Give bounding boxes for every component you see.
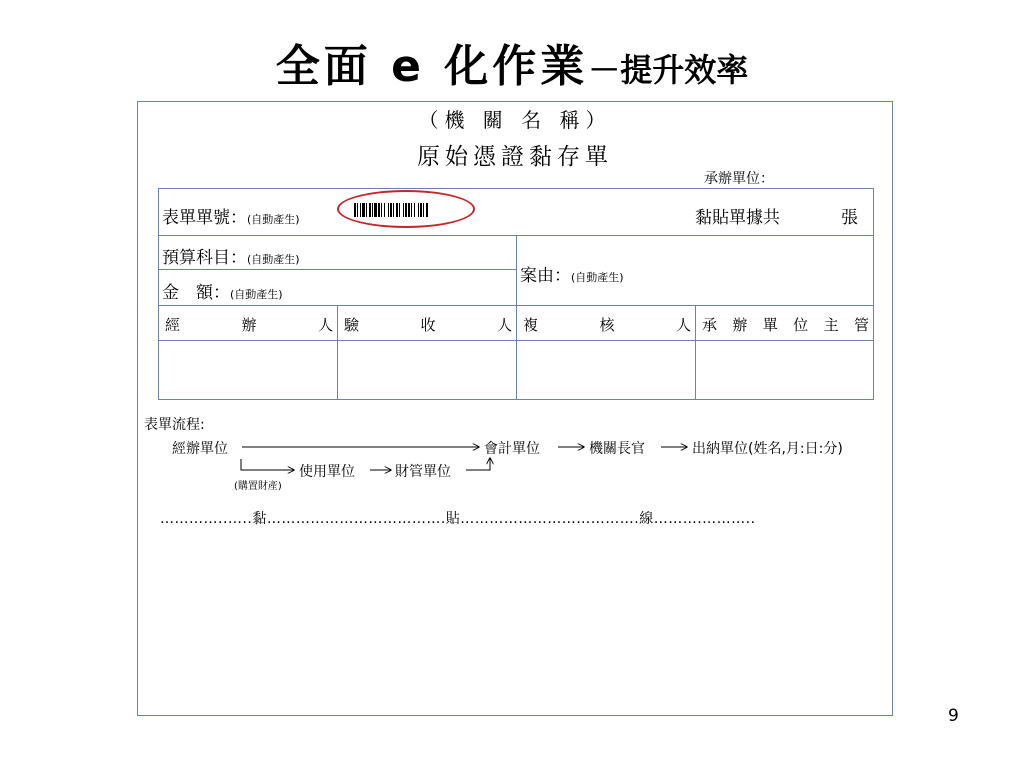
sig-char: 承 [702,316,718,334]
sig-char: 人 [496,316,512,334]
cut-line-char: 線 [639,511,654,527]
flow-agency-head: 機關長官 [589,441,645,457]
flow-cashier-unit: 出納單位(姓名,月:日:分) [692,441,843,457]
sig-char: 人 [675,316,691,334]
cut-line-char: 貼 [445,511,461,527]
sig-char: 收 [420,316,436,334]
sig-char: 位 [793,316,809,334]
reason-label: 案由： [520,266,571,286]
cut-line [160,508,756,528]
slide-title-main: 全面 e 化作業 [275,41,589,92]
sig-char: 單 [762,316,778,334]
flow-purchase-note: (購置財產) [234,481,282,492]
cut-line-dots: ………………………………. [460,511,640,527]
org-name: （機 關 名 稱） [418,108,612,132]
auto-generated-note: (自動產生) [247,253,300,266]
amount-label: 金 額： [162,283,230,303]
flow-label: 表單流程: [144,417,205,433]
cut-line-dots: …………..….. [160,511,253,527]
auto-generated-note: (自動產生) [571,271,624,284]
flow-arrow [466,458,490,470]
sig-char: 主 [823,316,839,334]
voucher-frame [137,101,893,716]
page-number: 9 [948,706,959,726]
budget-item-label: 預算科目： [162,248,247,268]
attached-count-label: 黏貼單據共 [695,208,780,228]
form-number-label: 表單單號： [162,208,247,228]
cut-line-char: 黏 [252,511,267,527]
slide-title-sub: －提升效率 [588,51,749,89]
slide-title [0,30,1024,94]
flow-using-unit: 使用單位 [299,464,355,480]
auto-generated-note: (自動產生) [247,213,300,226]
sig-char: 辦 [732,316,748,334]
sig-char: 驗 [344,316,360,334]
sig-char: 複 [523,316,539,334]
sig-char: 經 [165,316,181,334]
sig-char: 核 [599,316,615,334]
sheet-unit: 張 [841,208,858,228]
sig-char: 辦 [241,316,257,334]
flow-arrow [241,459,294,470]
auto-generated-note: (自動產生) [230,288,283,301]
cut-line-dots: ……….……….. [653,511,756,527]
flow-property-unit: 財管單位 [395,464,451,480]
cut-line-dots: ………………………………. [266,511,446,527]
sig-char: 管 [853,316,869,334]
sig-char: 人 [317,316,333,334]
flow-arrows [138,102,892,522]
flow-accounting-unit: 會計單位 [484,441,540,457]
handling-unit-label: 承辦單位： [704,171,774,187]
form-title: 原始憑證黏存單 [417,144,613,170]
flow-handler-unit: 經辦單位 [172,441,228,457]
